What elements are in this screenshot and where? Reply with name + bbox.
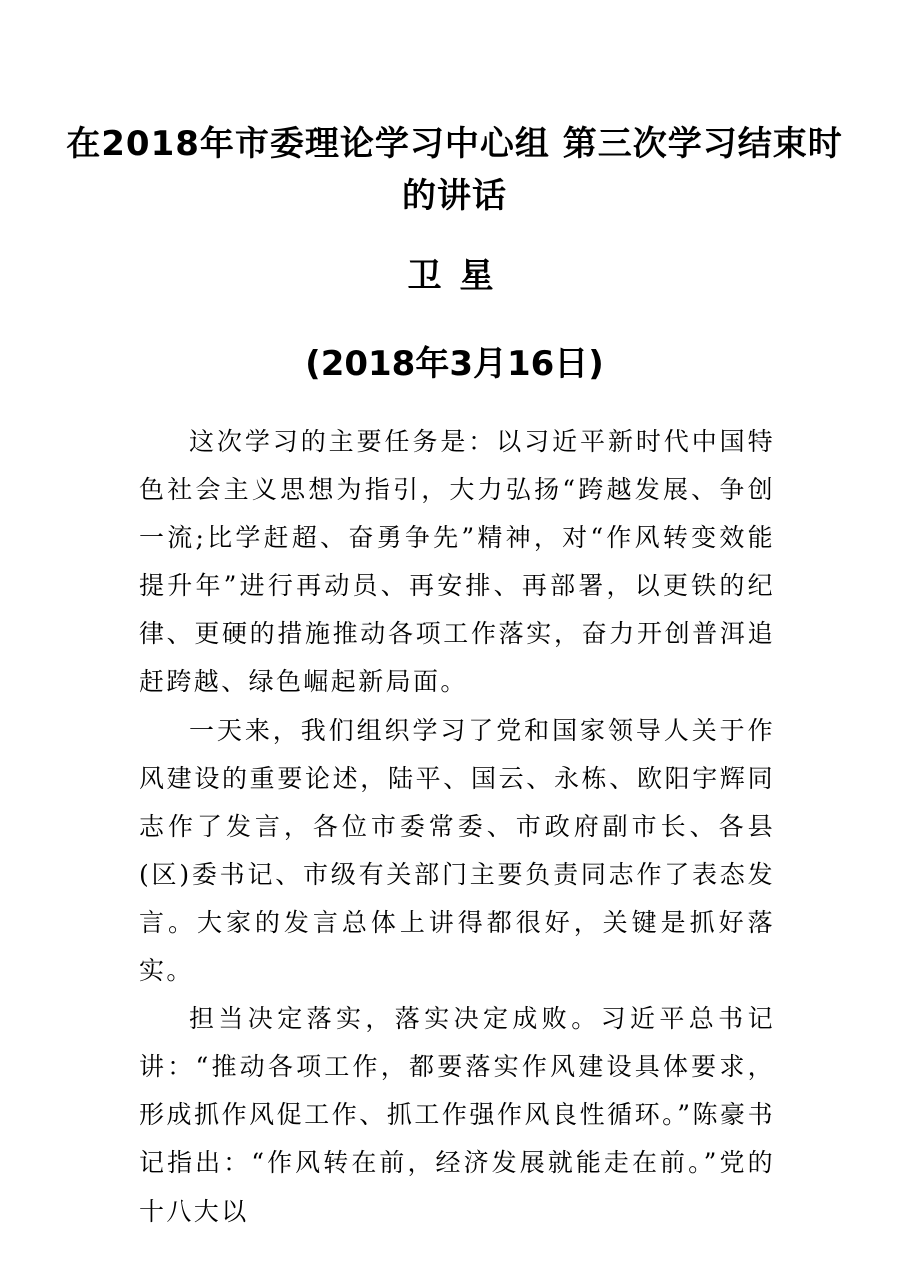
document-title: 在2018年市委理论学习中心组 第三次学习结束时的讲话 <box>66 124 843 216</box>
document-body <box>139 418 775 1236</box>
body-paragraph: 这次学习的主要任务是：以习近平新时代中国特色社会主义思想为指引，大力弘扬“跨越发展、争创一流;比学赶超、奋勇争先”精神，对“作风转变效能提升年”进行再动员、再安排、再部署，以更铁的纪律、更硬的措施推动各项工作落实，奋力开创普洱追赶跨越、绿色崛起新局面。 <box>139 427 775 697</box>
body-paragraph: 担当决定落实，落实决定成败。习近平总书记讲：“推动各项工作，都要落实作风建设具体要求，形成抓作风促工作、抓工作强作风良性循环。”陈豪书记指出：“作风转在前，经济发展就能走在前。”党的十八大以 <box>139 1004 775 1226</box>
body-paragraph: 一天来，我们组织学习了党和国家领导人关于作风建设的重要论述，陆平、国云、永栋、欧阳宇辉同志作了发言，各位市委常委、市政府副市长、各县(区)委书记、市级有关部门主要负责同志作了表态发言。大家的发言总体上讲得都很好，关键是抓好落实。 <box>139 715 775 986</box>
speech-date: (2018年3月16日) <box>305 344 604 384</box>
author-name: 卫星 <box>407 256 512 296</box>
